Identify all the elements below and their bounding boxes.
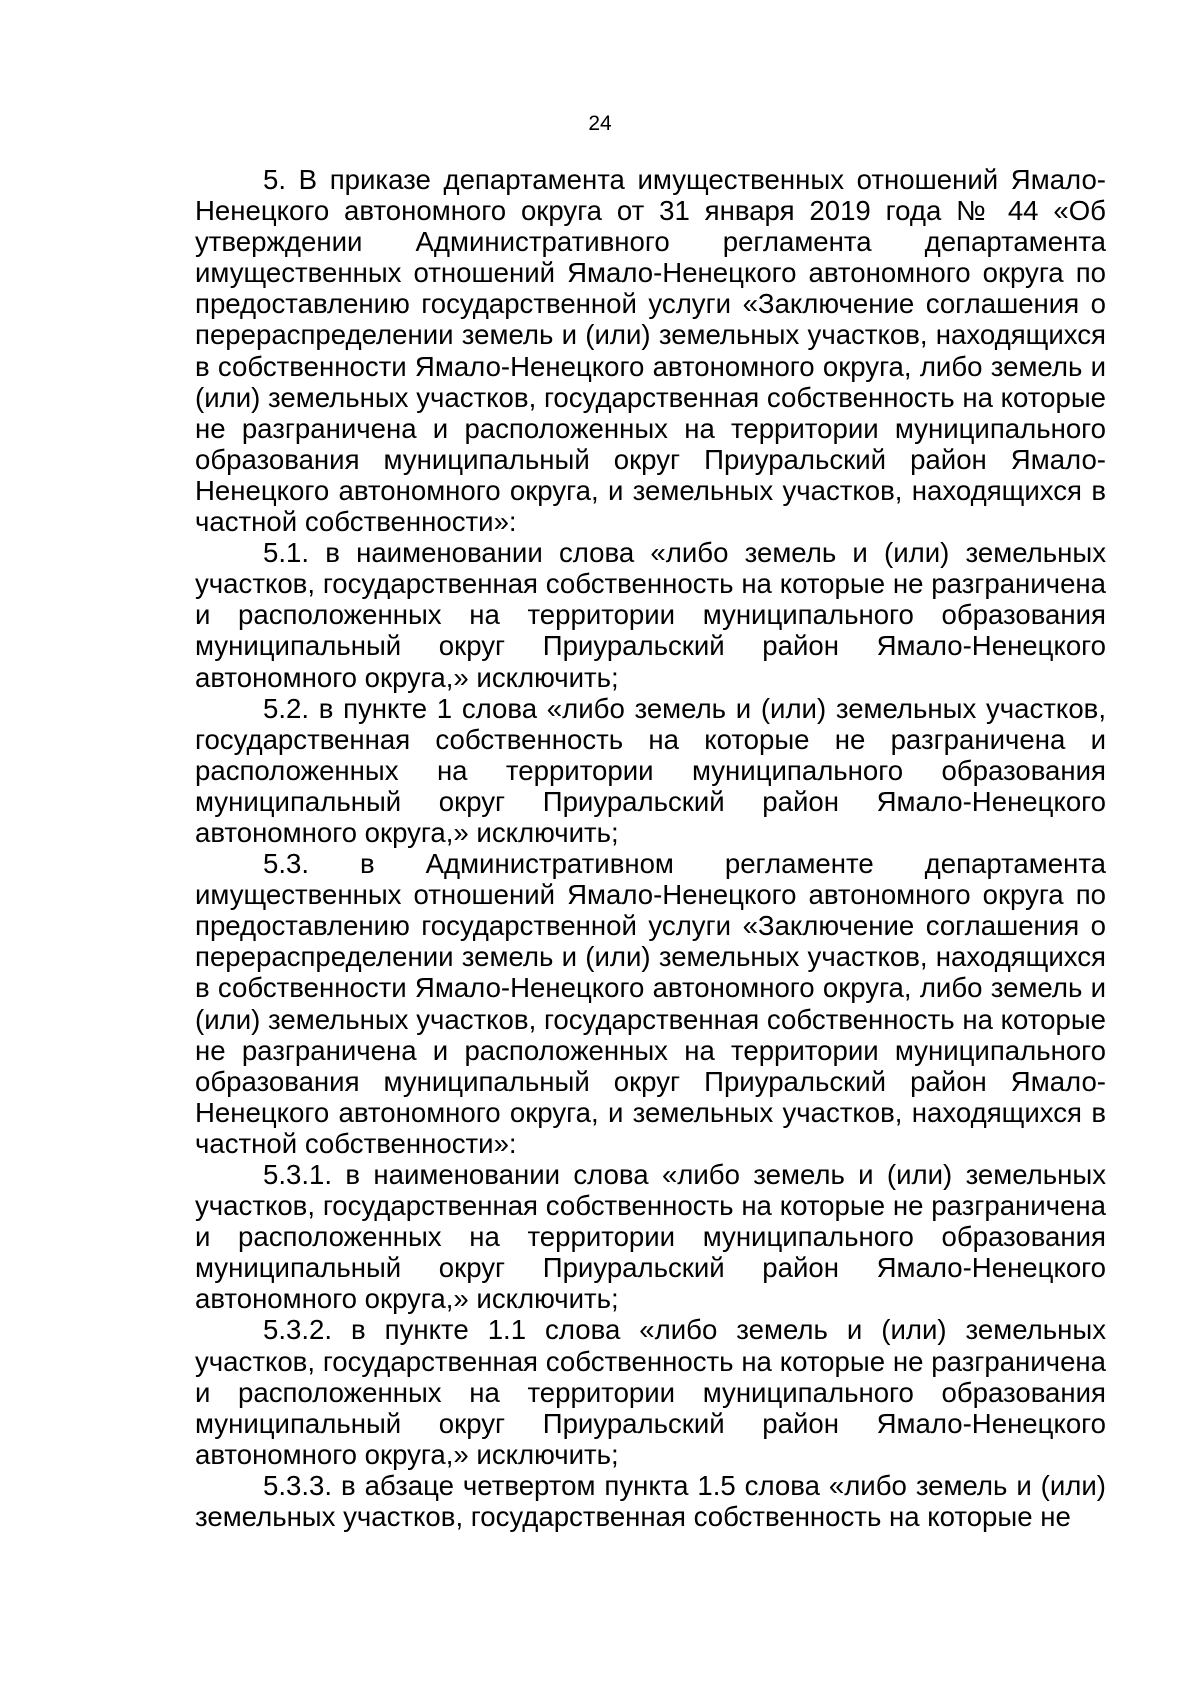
paragraph-5: 5. В приказе департамента имущественных отношений Ямало-Ненецкого автономного округа от 31 января 2019 года № 44 «Об утверждении Административного регламента департамента имущественных отношений Ямало-Ненецкого автономного округа по предоставлению государственной услуги «Заключение соглашения о перераспределении земель и (или) земельных участков, находящихся в собственности Ямало-Ненецкого автономного округа, либо земель и (или) земельных участков, государственная собственность на которые не разграничена и расположенных на территории муниципального образования муниципальный округ Приуральский район Ямало-Ненецкого автономного округа, и земельных участков, находящихся в частной собственности»: — [195, 164, 1106, 538]
paragraph-5-3-1: 5.3.1. в наименовании слова «либо земель и (или) земельных участков, государственная собственность на которые не разграничена и расположенных на территории муниципального образования муниципальный округ Приуральский район Ямало-Ненецкого автономного округа,» исключить; — [195, 1159, 1106, 1315]
page-number: 24 — [588, 112, 612, 135]
paragraph-5-1: 5.1. в наименовании слова «либо земель и (или) земельных участков, государственная собственность на которые не разграничена и расположенных на территории муниципального образования муниципальный округ Приуральский район Ямало-Ненецкого автономного округа,» исключить; — [195, 537, 1106, 693]
paragraph-5-3-2: 5.3.2. в пункте 1.1 слова «либо земель и (или) земельных участков, государственная собственность на которые не разграничена и расположенных на территории муниципального образования муниципальный округ Приуральский район Ямало-Ненецкого автономного округа,» исключить; — [195, 1314, 1106, 1470]
document-body — [195, 164, 1106, 1532]
paragraph-5-3: 5.3. в Административном регламенте департамента имущественных отношений Ямало-Ненецкого автономного округа по предоставлению государственной услуги «Заключение соглашения о перераспределении земель и (или) земельных участков, находящихся в собственности Ямало-Ненецкого автономного округа, либо земель и (или) земельных участков, государственная собственность на которые не разграничена и расположенных на территории муниципального образования муниципальный округ Приуральский район Ямало-Ненецкого автономного округа, и земельных участков, находящихся в частной собственности»: — [195, 848, 1106, 1159]
paragraph-5-2: 5.2. в пункте 1 слова «либо земель и (или) земельных участков, государственная собственность на которые не разграничена и расположенных на территории муниципального образования муниципальный округ Приуральский район Ямало-Ненецкого автономного округа,» исключить; — [195, 692, 1106, 848]
paragraph-5-3-3: 5.3.3. в абзаце четвертом пункта 1.5 слова «либо земель и (или) земельных участков, государственная собственность на которые не — [195, 1469, 1106, 1533]
